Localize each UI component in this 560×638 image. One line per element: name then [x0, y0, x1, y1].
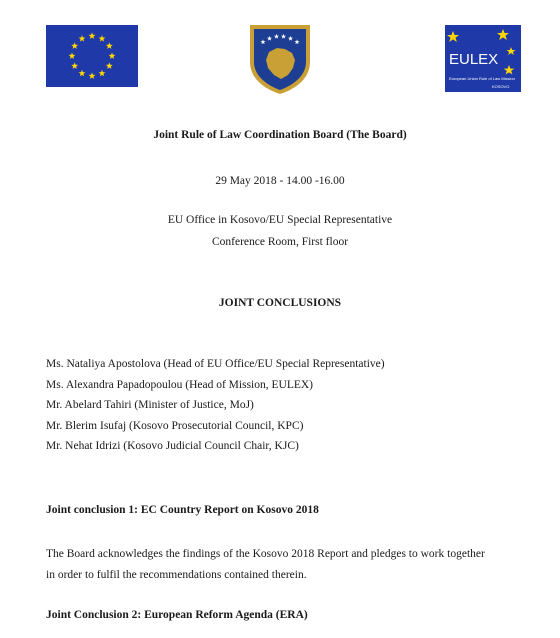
eulex-subtext: KOSOVO [492, 84, 510, 89]
conclusion-1-title: Joint conclusion 1: EC Country Report on Kosovo 2018 [46, 504, 319, 516]
conclusion-2-title: Joint Conclusion 2: European Reform Agenda (ERA) [46, 609, 308, 621]
eu-flag-icon [46, 25, 138, 87]
conclusion-1-body-line-1: The Board acknowledges the findings of the Kosovo 2018 Report and pledges to work together [46, 548, 485, 560]
conclusion-1-body [46, 544, 526, 585]
eulex-logo-icon [445, 25, 521, 92]
eulex-wordmark: EULEX [449, 51, 499, 68]
kosovo-coat-of-arms-icon [247, 22, 313, 96]
eulex-tagline: European Union Rule of Law Mission [449, 76, 515, 81]
attendee-item: Ms. Alexandra Papadopoulou (Head of Mission, EULEX) [46, 378, 314, 391]
attendee-item: Mr. Abelard Tahiri (Minister of Justice, MoJ) [46, 399, 254, 411]
attendee-item: Ms. Nataliya Apostolova (Head of EU Office/EU Special Representative) [46, 358, 385, 370]
conclusion-1-body-line-2: in order to fulfil the recommendations contained therein. [46, 568, 307, 581]
venue-line-1: EU Office in Kosovo/EU Special Representative [167, 214, 393, 226]
attendee-item: Mr. Blerim Isufaj (Kosovo Prosecutorial Council, KPC) [46, 419, 304, 432]
section-heading: JOINT CONCLUSIONS [218, 297, 342, 309]
meeting-date: 29 May 2018 - 14.00 -16.00 [215, 175, 345, 187]
document-title: Joint Rule of Law Coordination Board (The Board) [153, 129, 407, 141]
attendee-item: Mr. Nehat Idrizi (Kosovo Judicial Council Chair, KJC) [46, 440, 299, 452]
attendee-list [46, 358, 385, 461]
venue-line-2: Conference Room, First floor [211, 236, 349, 248]
